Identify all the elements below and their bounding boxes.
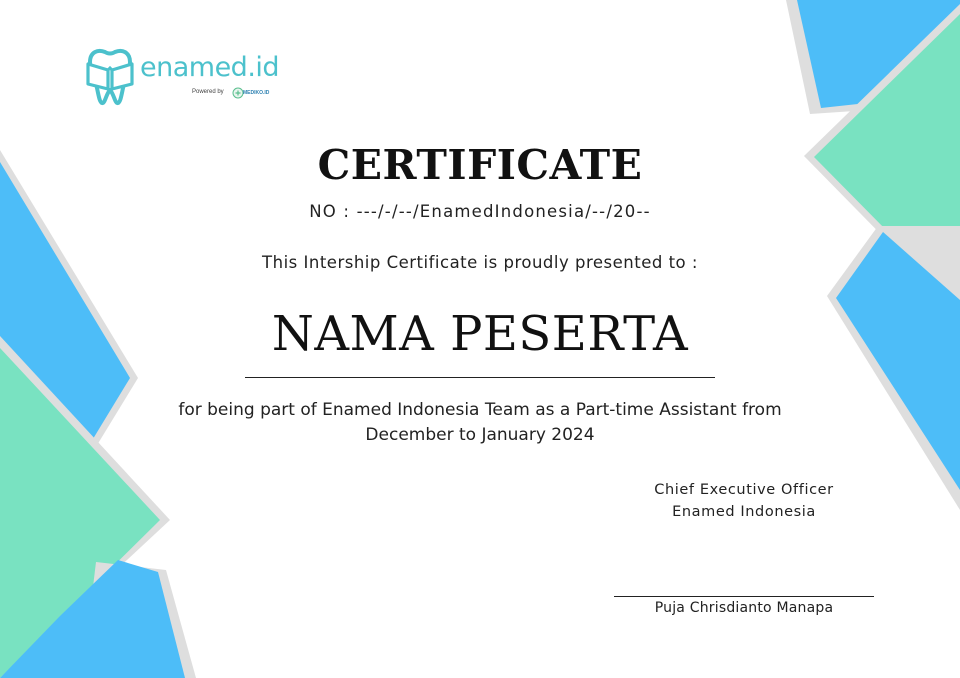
tooth-book-icon [86, 46, 134, 106]
certificate-number: NO : ---/-/--/EnamedIndonesia/--/20-- [309, 202, 651, 221]
certificate-body [0, 398, 960, 448]
signature-line [614, 596, 874, 597]
brand-name: enamed.id [140, 52, 280, 83]
powered-by-label: Powered by [192, 89, 224, 95]
signer-title: Chief Executive Officer [654, 482, 834, 498]
body-line-2: December to January 2024 [365, 425, 595, 445]
signer-name: Puja Chrisdianto Manapa [654, 600, 834, 616]
signer-organization: Enamed Indonesia [672, 504, 816, 520]
recipient-underline [245, 377, 715, 378]
certificate-title: CERTIFICATE [317, 141, 643, 189]
recipient-name: NAMA PESERTA [271, 306, 689, 362]
partner-name: MEDIKO.ID [243, 90, 270, 96]
presented-to-text: This Intership Certificate is proudly presented to : [262, 253, 698, 272]
body-line-1: for being part of Enamed Indonesia Team as a Part-time Assistant from [178, 400, 782, 420]
enamed-logo [86, 46, 286, 106]
